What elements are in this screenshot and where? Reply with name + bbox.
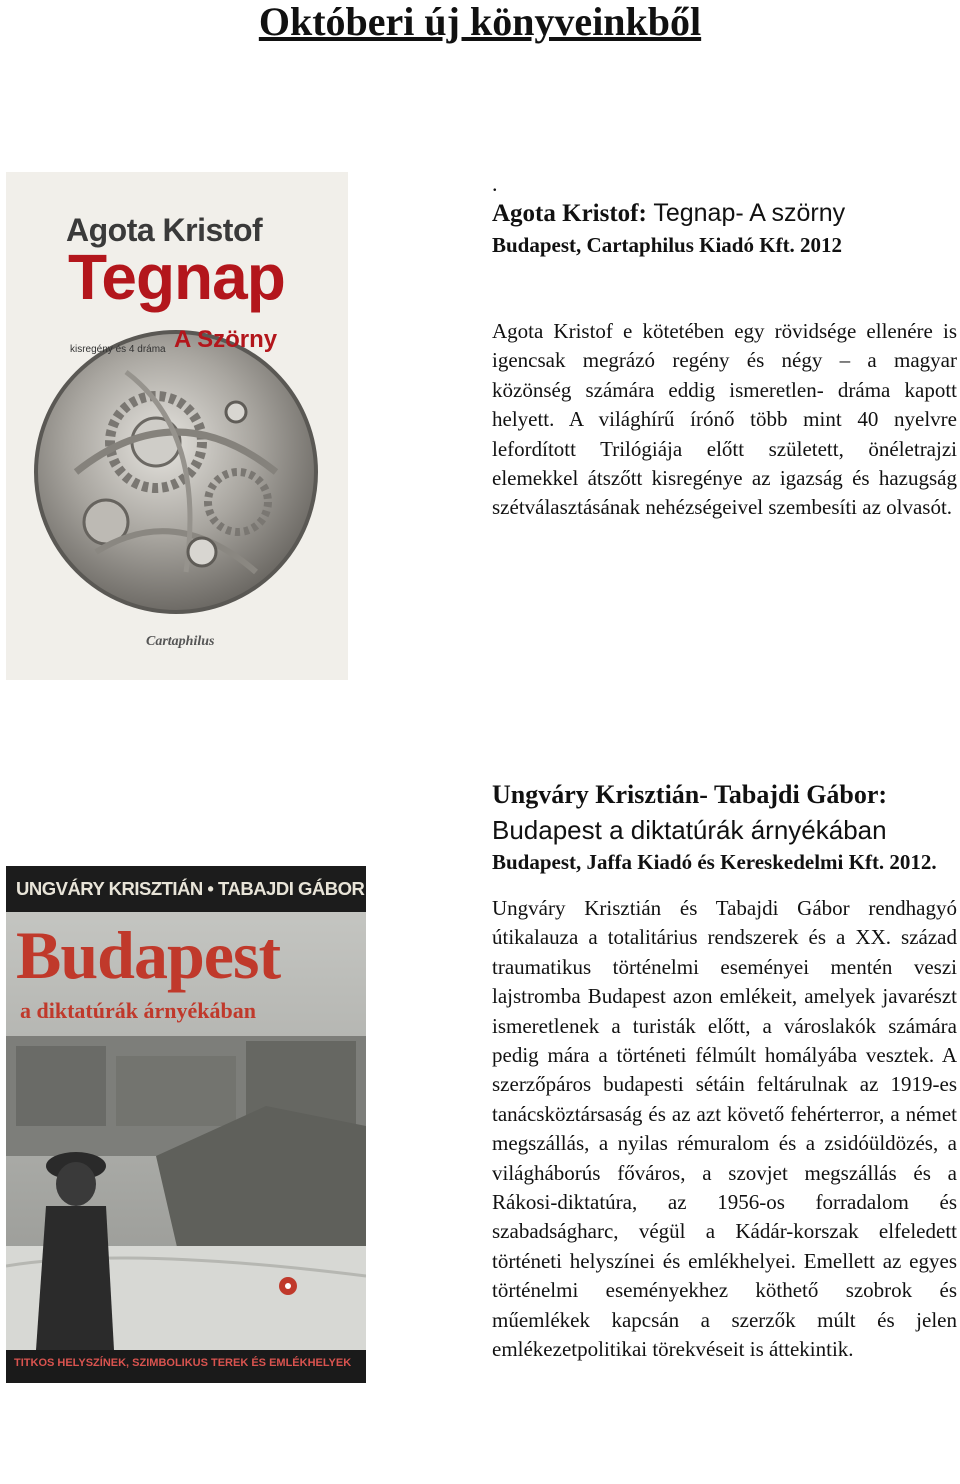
cover-publisher: Cartaphilus <box>146 634 215 649</box>
marker-dot: . <box>492 171 498 196</box>
book-publisher: Budapest, Jaffa Kiadó és Kereskedelmi Kft. 2012. <box>492 850 937 874</box>
book-author: Ungváry Krisztián- Tabajdi Gábor: <box>492 780 888 809</box>
page-title: Októberi új könyveinkből <box>258 0 702 44</box>
book-publisher: Budapest, Cartaphilus Kiadó Kft. 2012 <box>492 233 843 257</box>
book-description: Agota Kristof e kötetében egy rövidsége ellenére is igencsak megrázó regény és négy – a magyar közönség számára eddig ismeretlen- dráma kapott helyett. A világhírű írónő több mint 40 nyelvre lefordított Trilógiája előtt született, önéletrajzi elemekkel átszőtt kisregénye az igazság és hazugság szétválasztásának nehézségeivel szembesíti az olvasót. <box>492 319 957 520</box>
cover-author: Agota Kristof <box>66 212 263 248</box>
book-entry-tegnap <box>492 172 957 523</box>
book-description: Ungváry Krisztián és Tabajdi Gábor rendhagyó útikalauza a totalitárius rendszerek és a XX. század traumatikus történelmi eseményei mentén veszi lajstromba Budapest azon emlékeit, amelyek javarészt ismeretlenek a turisták előtt, a városlakók számára pedig mára a történeti félmúlt homályába vesztek. A szerzőpáros budapesti sétáin feltárulnak az 1919-es tanácsköztársaság és az azt követő fehérterror, a német megszállás, a nyilas rémuralom és a zsidóüldözés, a világháborús főváros, a szovjet megszállás és a Rákosi-diktatúra, az 1956-os forradalom és szabadságharc, végül a Kádár-korszak elfeledett történeti helyszínei és emlékhelyei. Emellett az egyes történelmi eseményekhez köthető szobrok és műemlékek kapcsán a szerzők múlt és jelen emlékezetpolitikai törekvéseit is áttekintik. <box>492 896 957 1362</box>
book-heading <box>492 196 957 231</box>
cover-title: Tegnap <box>68 241 285 313</box>
book-author: Agota Kristof: <box>492 200 647 227</box>
cover-subtitle: a diktatúrák árnyékában <box>20 998 256 1023</box>
book-title: Budapest a diktatúrák árnyékában <box>492 815 887 845</box>
book-entry-budapest <box>492 778 957 1365</box>
cover-tagline: TITKOS HELYSZÍNEK, SZIMBOLIKUS TEREK ÉS EMLÉKHELYEK <box>14 1357 352 1369</box>
cover-authors: UNGVÁRY KRISZTIÁN • TABAJDI GÁBOR <box>16 878 365 899</box>
cover-subtitle: A Szörny <box>174 326 278 353</box>
book-title: Tegnap- A szörny <box>653 199 846 227</box>
cover-genre: kisregény és 4 dráma <box>70 344 166 355</box>
book-cover-tegnap[interactable] <box>6 172 348 680</box>
book-cover-budapest[interactable] <box>6 866 366 1383</box>
cover-title: Budapest <box>16 917 281 993</box>
